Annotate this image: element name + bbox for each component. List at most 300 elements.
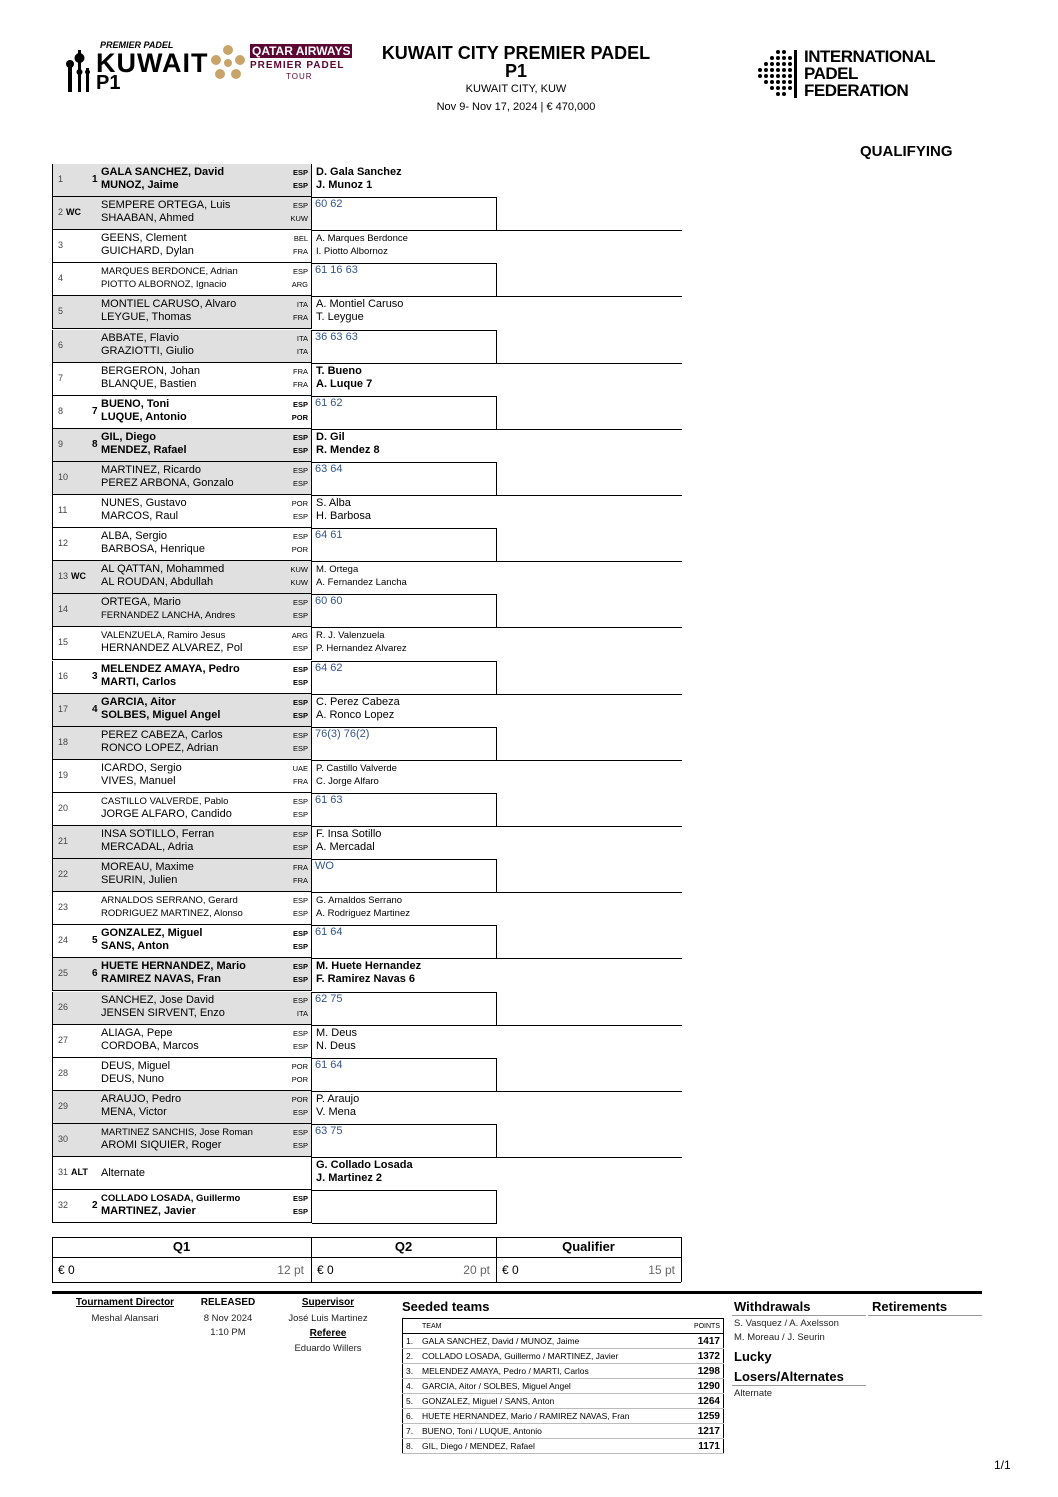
player-name: GEENS, Clement <box>101 232 187 245</box>
match-result <box>312 859 497 892</box>
player-name: VIVES, Manuel <box>101 774 176 787</box>
page-number: 1/1 <box>994 1458 1011 1472</box>
seed-number: 5 <box>92 935 98 947</box>
draw-slot <box>52 363 312 396</box>
director-label: Tournament Director <box>75 1297 175 1308</box>
winner-name: J. Martinez 2 <box>316 1172 383 1184</box>
draw-slot <box>52 1190 312 1223</box>
player-name: SANS, Anton <box>101 940 170 953</box>
draw-position <box>58 1101 68 1111</box>
winner-name: D. Gala Sanchez <box>316 166 402 178</box>
draw-position-number: 6 <box>58 339 64 350</box>
draw-position <box>58 273 63 283</box>
player-name: MERCADAL, Adria <box>101 841 194 853</box>
player-name: ORTEGA, Mario <box>101 596 181 609</box>
player-name: GALA SANCHEZ, David <box>101 166 225 178</box>
player-name: JENSEN SIRVENT, Enzo <box>101 1006 225 1019</box>
draw-position-number: 1 <box>58 174 64 184</box>
player-nationality: ESP <box>292 730 308 740</box>
seeded-teams-title: Seeded teams <box>402 1299 490 1314</box>
player-name: MOREAU, Maxime <box>101 861 194 874</box>
draw-position <box>58 803 68 813</box>
match-score: 64 62 <box>315 661 343 674</box>
prize-qualifier-points: 15 pt <box>648 1263 675 1277</box>
player-nationality: ESP <box>292 1041 308 1051</box>
draw-position-number: 26 <box>58 1001 69 1012</box>
ipf-line-3: FEDERATION <box>804 81 909 100</box>
seed-row <box>403 1424 724 1439</box>
player-name: LEYGUE, Thomas <box>101 311 192 324</box>
draw-position-number: 25 <box>58 968 69 979</box>
player-name: NUNES, Gustavo <box>101 497 187 509</box>
draw-slot <box>52 462 312 495</box>
player-nationality: ITA <box>296 346 308 356</box>
logo-premier-padel-text: PREMIER PADEL <box>100 40 174 50</box>
draw-position-number: 10 <box>58 471 69 482</box>
match-score: 60 60 <box>315 595 343 608</box>
player-name: SOLBES, Miguel Angel <box>101 708 221 721</box>
player-name: ALBA, Sergio <box>101 530 168 543</box>
tournament-location: KUWAIT CITY, KUW <box>465 83 567 95</box>
logo-qatar-text: QATAR AIRWAYS <box>252 44 351 58</box>
player-nationality: ESP <box>292 710 308 720</box>
seed-points: 1259 <box>683 1409 723 1424</box>
seed-number: 3 <box>92 670 98 682</box>
oryx-flower-icon <box>208 42 248 86</box>
player-name: AROMI SIQUIER, Roger <box>101 1138 222 1151</box>
draw-slot <box>52 396 312 429</box>
player-name: GRAZIOTTI, Giulio <box>101 344 194 357</box>
player-nationality: ESP <box>292 512 308 521</box>
draw-position <box>58 439 63 449</box>
player-name: MARTINEZ, Ricardo <box>101 463 202 476</box>
draw-position <box>58 505 67 515</box>
player-name: COLLADO LOSADA, Guillermo <box>101 1193 241 1205</box>
draw-position-number: 9 <box>58 438 64 449</box>
draw-slot <box>52 1058 312 1091</box>
winner-name: I. Piotto Albornoz <box>316 246 388 258</box>
draw-position <box>58 1167 88 1177</box>
draw-slot <box>52 495 312 528</box>
seed-points: 1290 <box>683 1379 723 1394</box>
draw-position-number: 22 <box>58 869 69 880</box>
player-nationality: ESP <box>292 962 308 972</box>
player-nationality: FRA <box>293 379 308 389</box>
winner-name: P. Hernandez Alvarez <box>316 643 407 655</box>
ipf-ball-icon <box>752 46 800 102</box>
draw-slot <box>52 859 312 892</box>
logo-kuwait-text: KUWAIT <box>96 48 209 78</box>
winner-name: A. Ronco Lopez <box>316 708 395 721</box>
winner-name: N. Deus <box>316 1039 356 1052</box>
player-nationality: ITA <box>296 333 308 343</box>
draw-slot <box>52 694 312 727</box>
losers-alternates-title: Losers/Alternates <box>734 1369 844 1384</box>
draw-slot <box>52 330 312 363</box>
winner-name: V. Mena <box>316 1105 356 1118</box>
player-name: GUICHARD, Dylan <box>101 245 194 258</box>
seed-team: HUETE HERNANDEZ, Mario / RAMIREZ NAVAS, Fran <box>419 1409 683 1424</box>
draw-position-number: 24 <box>58 935 69 946</box>
seed-row <box>403 1409 724 1424</box>
tournament-dates-prize: Nov 9- Nov 17, 2024 | € 470,000 <box>436 101 596 113</box>
retirements-title: Retirements <box>872 1299 948 1314</box>
draw-position-number: 16 <box>58 670 69 681</box>
alternate-label: Alternate <box>101 1167 146 1179</box>
draw-slot <box>52 1091 312 1124</box>
draw-position-number: 8 <box>58 405 64 416</box>
draw-slot <box>52 661 312 694</box>
seed-number: 4 <box>92 703 98 715</box>
player-name: MENA, Victor <box>101 1105 167 1118</box>
player-nationality: ESP <box>292 201 308 211</box>
seed-points: 1264 <box>683 1394 723 1409</box>
seed-row <box>403 1394 724 1409</box>
supervisor-name: José Luis Martinez <box>288 1313 368 1324</box>
draw-position <box>58 538 68 548</box>
match-score: 61 16 63 <box>315 264 358 277</box>
draw-position-number: 30 <box>58 1133 69 1144</box>
player-name: BARBOSA, Henrique <box>101 543 205 556</box>
draw-position-number: 18 <box>58 736 69 747</box>
player-name: PEREZ ARBONA, Gonzalo <box>101 476 234 489</box>
player-name: DEUS, Miguel <box>101 1059 171 1072</box>
draw-slot <box>52 760 312 793</box>
player-name: DEUS, Nuno <box>101 1072 164 1085</box>
seed-rank: 8. <box>403 1439 420 1454</box>
player-name: CASTILLO VALVERDE, Pablo <box>101 795 229 807</box>
draw-position-number: 3 <box>58 240 64 251</box>
seed-team: MELENDEZ AMAYA, Pedro / MARTI, Carlos <box>419 1364 683 1379</box>
seed-row <box>403 1334 724 1349</box>
seed-number: 8 <box>92 438 98 450</box>
player-name: AL QATTAN, Mohammed <box>101 563 225 576</box>
player-nationality: ESP <box>292 1140 308 1150</box>
match-score: WO <box>315 860 334 873</box>
player-nationality: ESP <box>292 743 308 753</box>
points-column-header: POINTS <box>683 1319 723 1334</box>
draw-position-number: 11 <box>58 505 68 515</box>
draw-position-number: 14 <box>58 604 69 615</box>
kuwait-p1-logo <box>62 38 209 94</box>
player-name: SHAABAN, Ahmed <box>101 212 194 225</box>
draw-slot <box>52 925 312 958</box>
player-name: GIL, Diego <box>101 430 156 443</box>
player-name: MUNOZ, Jaime <box>101 179 179 191</box>
draw-position-number: 17 <box>58 703 69 714</box>
player-nationality: ESP <box>292 697 308 707</box>
draw-position <box>58 1035 68 1045</box>
player-name: ALIAGA, Pepe <box>101 1026 173 1039</box>
draw-position <box>58 737 68 747</box>
winner-name: T. Bueno <box>316 364 362 377</box>
player-name: BUENO, Toni <box>101 397 170 410</box>
winner-name: R. Mendez 8 <box>316 443 380 456</box>
team-column-header: TEAM <box>419 1319 683 1334</box>
draw-position-number: 27 <box>58 1034 69 1045</box>
player-nationality: KUW <box>290 578 308 588</box>
draw-slot <box>52 826 312 859</box>
seed-team: GALA SANCHEZ, David / MUNOZ, Jaime <box>419 1334 683 1349</box>
player-nationality: ESP <box>292 478 308 488</box>
player-name: MENDEZ, Rafael <box>101 443 187 456</box>
player-nationality: UAE <box>292 763 308 773</box>
released-time: 1:10 PM <box>210 1327 246 1338</box>
draw-slot <box>52 594 312 627</box>
seed-rank: 1. <box>403 1334 420 1349</box>
draw-slot <box>52 164 312 197</box>
player-nationality: FRA <box>293 776 308 786</box>
draw-position <box>58 1002 68 1012</box>
draw-position <box>58 770 68 780</box>
ipf-logo <box>752 44 936 106</box>
entry-tag: WC <box>66 207 82 218</box>
player-name: PEREZ CABEZA, Carlos <box>101 728 223 741</box>
draw-slot <box>52 296 312 329</box>
winner-name: J. Munoz 1 <box>316 179 373 191</box>
match-score: 60 62 <box>315 198 343 211</box>
player-nationality: FRA <box>293 247 308 257</box>
match-score: 61 62 <box>315 396 343 409</box>
seed-points: 1217 <box>683 1424 723 1439</box>
winner-name: F. Insa Sotillo <box>316 828 382 840</box>
player-nationality: ESP <box>292 664 308 674</box>
draw-position-number: 23 <box>58 902 69 913</box>
draw-position <box>58 406 63 416</box>
player-name: ABBATE, Flavio <box>101 331 180 344</box>
player-name: SANCHEZ, Jose David <box>101 993 215 1006</box>
seed-number: 1 <box>92 174 98 185</box>
seeded-table-header <box>403 1319 724 1334</box>
winner-name: S. Alba <box>316 497 351 509</box>
player-name: SEMPERE ORTEGA, Luis <box>101 199 231 212</box>
match-score: 61 63 <box>315 793 343 806</box>
player-nationality: POR <box>291 1094 308 1104</box>
lucky-loser-item: Alternate <box>734 1388 773 1399</box>
match-score: 64 61 <box>315 529 343 542</box>
draw-position <box>58 1200 68 1210</box>
page-title <box>356 44 676 80</box>
player-nationality: ESP <box>292 445 308 455</box>
entry-tag: WC <box>71 571 87 582</box>
player-nationality: ESP <box>292 909 308 919</box>
prize-qualifier-label: Qualifier <box>562 1239 615 1254</box>
player-nationality: ESP <box>292 929 308 939</box>
seed-number: 6 <box>92 968 98 980</box>
title-line-2: P1 <box>504 61 528 81</box>
section-title: QUALIFYING <box>860 143 953 160</box>
player-name: BERGERON, Johan <box>101 364 201 377</box>
seed-team: GONZALEZ, Miguel / SANS, Anton <box>419 1394 683 1409</box>
player-nationality: ARG <box>291 280 308 290</box>
seed-team: COLLADO LOSADA, Guillermo / MARTINEZ, Javier <box>419 1349 683 1364</box>
withdrawals-title: Withdrawals <box>734 1299 811 1314</box>
player-name: CORDOBA, Marcos <box>101 1039 199 1052</box>
draw-position-number: 13 <box>58 571 69 582</box>
draw-position-number: 4 <box>58 273 64 284</box>
seed-rank: 3. <box>403 1364 420 1379</box>
player-nationality: KUW <box>290 565 308 575</box>
player-name: MARQUES BERDONCE, Adrian <box>101 266 238 278</box>
draw-slot <box>52 958 312 991</box>
draw-position <box>58 869 68 879</box>
player-nationality: ESP <box>292 975 308 985</box>
player-nationality: POR <box>291 1074 308 1084</box>
draw-slot <box>52 727 312 760</box>
ipf-logo-text <box>804 48 935 99</box>
player-name: PIOTTO ALBORNOZ, Ignacio <box>101 279 227 291</box>
supervisor-label: Supervisor <box>301 1297 355 1308</box>
winner-name: A. Montiel Caruso <box>316 298 404 311</box>
winner-name: G. Collado Losada <box>316 1159 413 1171</box>
draw-position-number: 12 <box>58 538 69 549</box>
player-name: LUQUE, Antonio <box>101 410 187 423</box>
match-score: 63 75 <box>315 1124 343 1137</box>
player-nationality: ESP <box>292 168 308 177</box>
winner-name: P. Araujo <box>316 1092 360 1105</box>
match-score: 36 63 63 <box>315 330 358 343</box>
draw-position <box>58 935 68 945</box>
player-nationality: ESP <box>292 830 308 839</box>
winner-name: T. Leygue <box>316 311 364 324</box>
draw-slot <box>52 528 312 561</box>
draw-slot <box>52 230 312 263</box>
player-nationality: ESP <box>292 942 308 952</box>
draw-slot <box>52 793 312 826</box>
player-nationality: POR <box>291 545 308 555</box>
draw-position-number: 32 <box>58 1200 69 1211</box>
player-nationality: ESP <box>292 1028 308 1038</box>
player-name: ICARDO, Sergio <box>101 761 182 774</box>
draw-position <box>58 704 68 714</box>
entry-tag: ALT <box>71 1167 88 1177</box>
draw-slot <box>52 992 312 1025</box>
draw-slot <box>52 627 312 660</box>
player-nationality: ITA <box>296 1008 308 1018</box>
draw-slot <box>52 263 312 296</box>
player-nationality: BEL <box>293 234 308 244</box>
winner-name: A. Marques Berdonce <box>316 233 408 245</box>
seed-points: 1417 <box>683 1334 723 1349</box>
draw-position <box>58 1134 68 1144</box>
seed-team: GIL, Diego / MENDEZ, Rafael <box>419 1439 683 1454</box>
player-nationality: FRA <box>293 313 308 323</box>
lucky-title: Lucky <box>734 1349 772 1364</box>
player-nationality: ARG <box>291 631 308 641</box>
seed-row <box>403 1364 724 1379</box>
draw-position-number: 7 <box>58 372 64 383</box>
winner-name: F. Ramirez Navas 6 <box>316 973 416 986</box>
player-name: SEURIN, Julien <box>101 874 178 887</box>
title-line-1: KUWAIT CITY PREMIER PADEL <box>381 43 651 63</box>
player-name: ARAUJO, Pedro <box>101 1092 182 1105</box>
winner-name: M. Ortega <box>316 564 359 576</box>
referee-label: Referee <box>309 1328 347 1339</box>
draw-position <box>58 240 63 250</box>
player-name: FERNANDEZ LANCHA, Andres <box>101 610 236 622</box>
player-name: HERNANDEZ ALVAREZ, Pol <box>101 642 243 655</box>
seed-number: 2 <box>92 1200 98 1212</box>
prize-q2-money: € 0 <box>317 1263 334 1277</box>
seed-team: BUENO, Toni / LUQUE, Antonio <box>419 1424 683 1439</box>
player-nationality: ESP <box>292 677 308 687</box>
winner-name: A. Rodriguez Martinez <box>316 908 410 920</box>
draw-position <box>58 604 68 614</box>
player-nationality: KUW <box>290 214 308 224</box>
player-nationality: ESP <box>292 399 308 409</box>
player-nationality: ESP <box>292 465 308 475</box>
draw-position <box>58 902 68 912</box>
prize-q1-money: € 0 <box>58 1263 75 1277</box>
player-name: BLANQUE, Bastien <box>101 377 197 390</box>
released-date: 8 Nov 2024 <box>203 1313 253 1324</box>
player-name: AL ROUDAN, Abdullah <box>101 576 214 589</box>
player-nationality: POR <box>291 1061 308 1071</box>
player-name: RAMIREZ NAVAS, Fran <box>101 973 221 986</box>
player-nationality: ESP <box>292 598 308 608</box>
seed-rank: 4. <box>403 1379 420 1394</box>
seed-rank: 5. <box>403 1394 420 1409</box>
draw-position-number: 19 <box>58 769 69 780</box>
prize-q2-label: Q2 <box>394 1239 413 1254</box>
player-nationality: ESP <box>292 644 308 654</box>
winner-name: P. Castillo Valverde <box>316 762 397 774</box>
winner-name: C. Perez Cabeza <box>316 695 400 708</box>
player-nationality: ESP <box>292 1207 308 1217</box>
draw-position <box>58 207 81 217</box>
draw-position <box>58 373 63 383</box>
player-name: VALENZUELA, Ramiro Jesus <box>101 630 226 642</box>
player-name: HUETE HERNANDEZ, Mario <box>101 960 246 973</box>
player-name: JORGE ALFARO, Candido <box>101 807 232 820</box>
winner-name: H. Barbosa <box>316 510 372 522</box>
player-name: MONTIEL CARUSO, Alvaro <box>101 298 237 311</box>
seed-team: GARCIA, Aitor / SOLBES, Miguel Angel <box>419 1379 683 1394</box>
player-nationality: ESP <box>292 1127 308 1137</box>
player-name: MARCOS, Raul <box>101 510 179 522</box>
winner-name: A. Fernandez Lancha <box>316 577 407 589</box>
draw-slot <box>52 197 312 230</box>
player-name: RONCO LOPEZ, Adrian <box>101 741 219 754</box>
withdrawal-item: S. Vasquez / A. Axelsson <box>734 1318 839 1329</box>
player-nationality: ESP <box>292 809 308 819</box>
player-nationality: POR <box>291 499 308 508</box>
prize-qualifier-money: € 0 <box>502 1263 519 1277</box>
player-nationality: ESP <box>292 843 308 852</box>
player-name: INSA SOTILLO, Ferran <box>101 828 215 840</box>
released-label: RELEASED <box>200 1297 256 1308</box>
player-name: MARTI, Carlos <box>101 675 177 688</box>
draw-position <box>58 472 68 482</box>
player-nationality: POR <box>291 412 308 422</box>
winner-name: D. Gil <box>316 430 345 443</box>
tower-icon <box>64 42 94 92</box>
player-nationality: ITA <box>296 300 308 310</box>
draw-position <box>58 637 68 647</box>
winner-name: M. Huete Hernandez <box>316 960 422 973</box>
prize-q2-points: 20 pt <box>463 1263 490 1277</box>
player-name: MARTINEZ SANCHIS, Jose Roman <box>101 1126 253 1138</box>
player-nationality: FRA <box>293 366 308 376</box>
draw-slot <box>52 1025 312 1058</box>
player-name: GARCIA, Aitor <box>101 695 176 708</box>
match-score: 61 64 <box>315 926 343 939</box>
seed-rank: 7. <box>403 1424 420 1439</box>
player-name: ARNALDOS SERRANO, Gerard <box>101 895 238 907</box>
draw-slot <box>52 892 312 925</box>
draw-position <box>58 671 68 681</box>
seed-points: 1372 <box>683 1349 723 1364</box>
